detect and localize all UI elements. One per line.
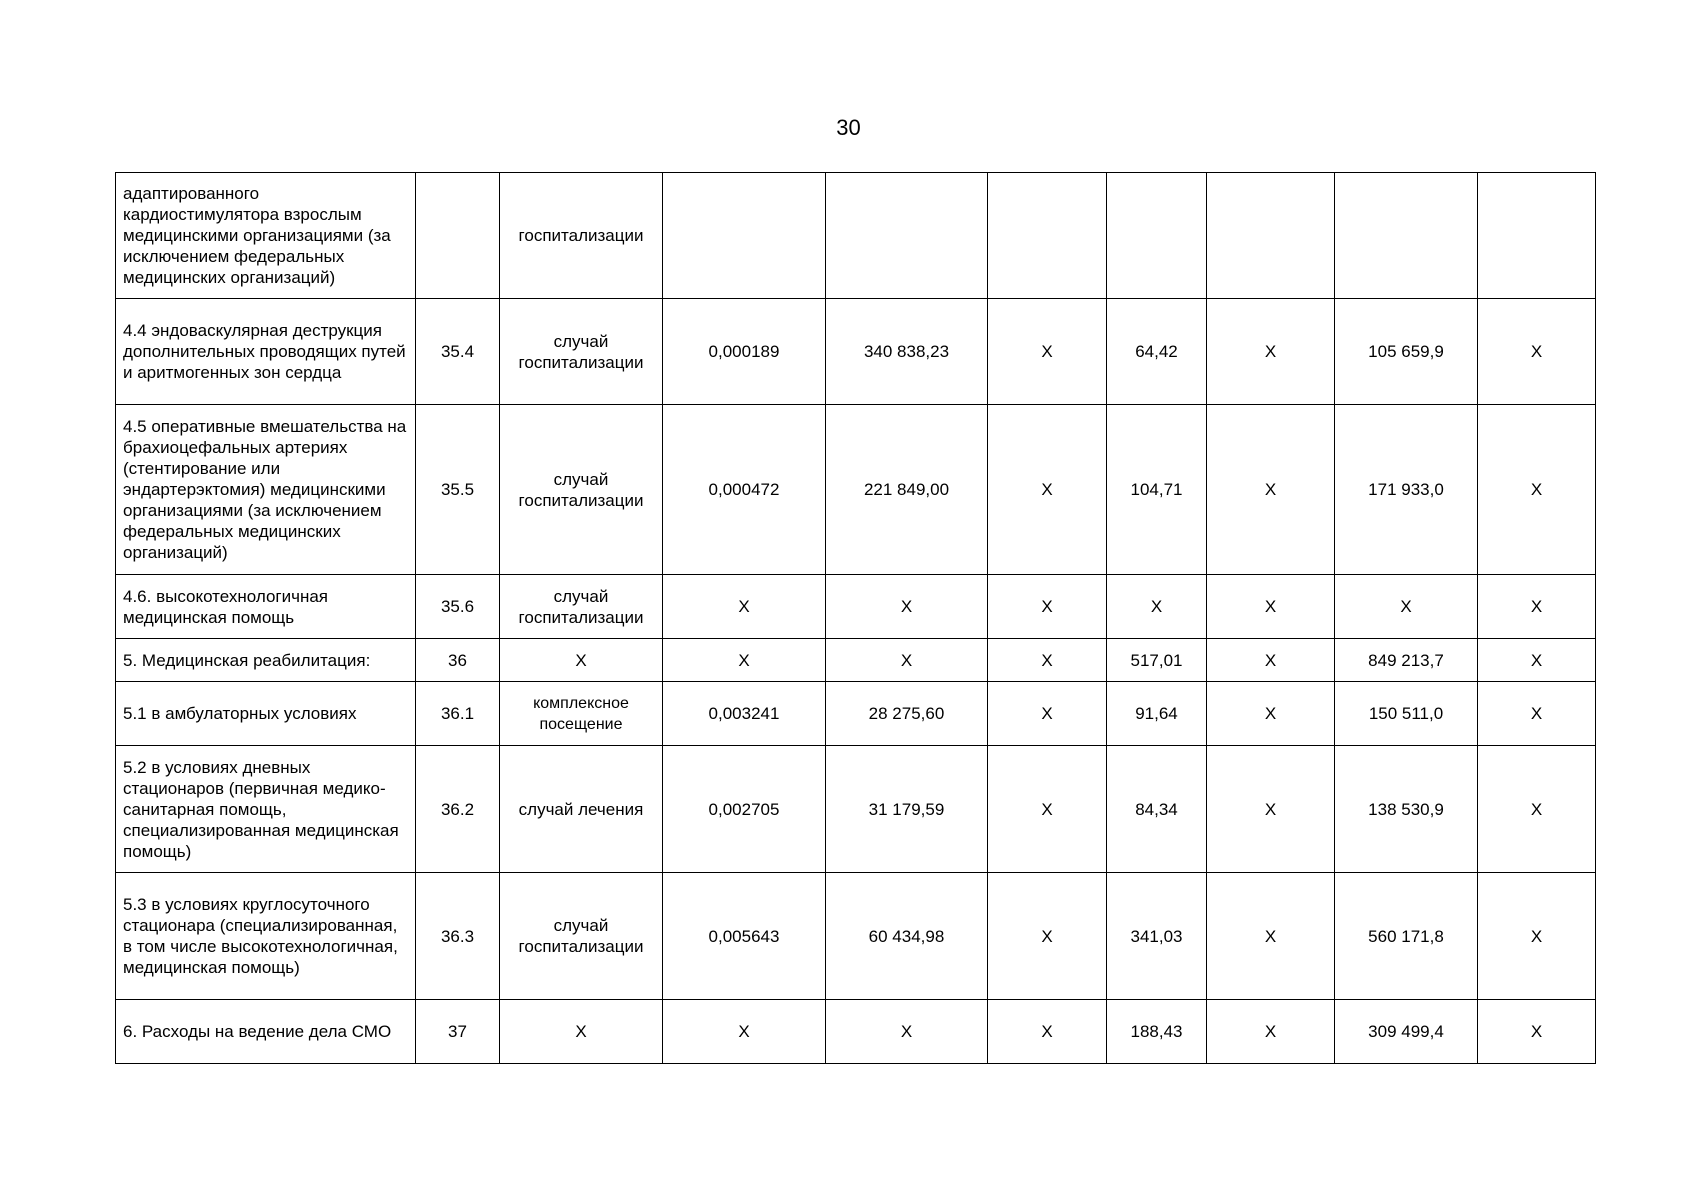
row-value-cell: Х [1207, 405, 1335, 575]
row-value-cell: 849 213,7 [1335, 639, 1478, 682]
row-value-cell: Х [988, 575, 1107, 639]
row-value-cell: Х [1207, 682, 1335, 746]
row-value-cell: 104,71 [1107, 405, 1207, 575]
row-value-cell: Х [988, 405, 1107, 575]
row-code-cell: 35.6 [416, 575, 500, 639]
row-value-cell: Х [826, 1000, 988, 1064]
row-value-cell: Х [1107, 575, 1207, 639]
row-value-cell: 517,01 [1107, 639, 1207, 682]
row-value-cell: 31 179,59 [826, 746, 988, 873]
row-name-cell: 5.3 в условиях круглосуточного стационара (специализированная, в том числе высокотехнологичная, медицинская помощь) [116, 873, 416, 1000]
row-value-cell: Х [1207, 575, 1335, 639]
row-value-cell: Х [988, 1000, 1107, 1064]
row-value-cell [1478, 173, 1596, 299]
row-unit-cell: случай госпитализации [500, 575, 663, 639]
row-unit-cell: госпитализации [500, 173, 663, 299]
row-value-cell: 150 511,0 [1335, 682, 1478, 746]
row-value-cell [1335, 173, 1478, 299]
row-value-cell [1207, 173, 1335, 299]
row-value-cell: Х [663, 1000, 826, 1064]
row-value-cell: 0,000189 [663, 299, 826, 405]
row-value-cell: Х [1207, 299, 1335, 405]
row-unit-cell: Х [500, 1000, 663, 1064]
table-row [116, 746, 1596, 873]
row-value-cell: 84,34 [1107, 746, 1207, 873]
row-value-cell: Х [988, 682, 1107, 746]
row-unit-cell: случай госпитализации [500, 873, 663, 1000]
row-code-cell: 36.3 [416, 873, 500, 1000]
row-unit-cell: случай лечения [500, 746, 663, 873]
row-value-cell: Х [1478, 873, 1596, 1000]
row-value-cell [826, 173, 988, 299]
table-row [116, 575, 1596, 639]
data-table [115, 172, 1596, 1064]
row-value-cell: 560 171,8 [1335, 873, 1478, 1000]
row-value-cell [663, 173, 826, 299]
row-value-cell: Х [988, 746, 1107, 873]
page-number: 30 [836, 115, 861, 140]
row-name-cell: 5. Медицинская реабилитация: [116, 639, 416, 682]
row-value-cell: 0,002705 [663, 746, 826, 873]
row-value-cell: Х [663, 575, 826, 639]
row-value-cell: Х [1478, 405, 1596, 575]
row-code-cell: 36.2 [416, 746, 500, 873]
row-unit-cell: случай госпитализации [500, 405, 663, 575]
row-value-cell: Х [1207, 873, 1335, 1000]
row-value-cell: 91,64 [1107, 682, 1207, 746]
row-value-cell: Х [1478, 1000, 1596, 1064]
row-value-cell: 171 933,0 [1335, 405, 1478, 575]
row-value-cell: Х [1478, 746, 1596, 873]
row-value-cell: Х [1207, 1000, 1335, 1064]
row-value-cell: Х [988, 299, 1107, 405]
row-value-cell: 60 434,98 [826, 873, 988, 1000]
row-value-cell: 105 659,9 [1335, 299, 1478, 405]
table-row [116, 299, 1596, 405]
row-value-cell: 188,43 [1107, 1000, 1207, 1064]
row-value-cell [988, 173, 1107, 299]
table-row [116, 405, 1596, 575]
row-name-cell: 6. Расходы на ведение дела СМО [116, 1000, 416, 1064]
table-row [116, 873, 1596, 1000]
row-value-cell: 138 530,9 [1335, 746, 1478, 873]
row-value-cell: Х [1207, 639, 1335, 682]
row-value-cell: 341,03 [1107, 873, 1207, 1000]
row-value-cell: Х [988, 639, 1107, 682]
row-value-cell: Х [826, 639, 988, 682]
row-name-cell: 4.4 эндоваскулярная деструкция дополнительных проводящих путей и аритмогенных зон сердца [116, 299, 416, 405]
row-name-cell: 5.2 в условиях дневных стационаров (первичная медико-санитарная помощь, специализированная медицинская помощь) [116, 746, 416, 873]
row-value-cell: 309 499,4 [1335, 1000, 1478, 1064]
row-value-cell: Х [1478, 575, 1596, 639]
row-value-cell: 0,000472 [663, 405, 826, 575]
row-value-cell: Х [1207, 746, 1335, 873]
row-name-cell: 5.1 в амбулаторных условиях [116, 682, 416, 746]
row-value-cell: 64,42 [1107, 299, 1207, 405]
row-name-cell: 4.6. высокотехнологичная медицинская помощь [116, 575, 416, 639]
row-unit-cell: случай госпитализации [500, 299, 663, 405]
row-value-cell [1107, 173, 1207, 299]
row-unit-cell: Х [500, 639, 663, 682]
row-value-cell: Х [988, 873, 1107, 1000]
row-name-cell: 4.5 оперативные вмешательства на брахиоцефальных артериях (стентирование или эндартерэктомия) медицинскими организациями (за исключением федеральных медицинских организаций) [116, 405, 416, 575]
row-value-cell: Х [1478, 639, 1596, 682]
row-code-cell: 37 [416, 1000, 500, 1064]
row-value-cell: Х [663, 639, 826, 682]
table-row [116, 639, 1596, 682]
row-value-cell: Х [1478, 682, 1596, 746]
row-name-cell: адаптированного кардиостимулятора взрослым медицинскими организациями (за исключением федеральных медицинских организаций) [116, 173, 416, 299]
row-value-cell: 0,003241 [663, 682, 826, 746]
row-unit-cell: комплексное посещение [500, 682, 663, 746]
table-row [116, 682, 1596, 746]
row-value-cell: Х [826, 575, 988, 639]
table-row [116, 173, 1596, 299]
row-code-cell: 35.5 [416, 405, 500, 575]
row-value-cell: 221 849,00 [826, 405, 988, 575]
row-code-cell: 36.1 [416, 682, 500, 746]
row-value-cell: 340 838,23 [826, 299, 988, 405]
row-code-cell: 35.4 [416, 299, 500, 405]
row-value-cell: Х [1335, 575, 1478, 639]
row-code-cell: 36 [416, 639, 500, 682]
table-row [116, 1000, 1596, 1064]
row-value-cell: 28 275,60 [826, 682, 988, 746]
row-code-cell [416, 173, 500, 299]
row-value-cell: Х [1478, 299, 1596, 405]
row-value-cell: 0,005643 [663, 873, 826, 1000]
